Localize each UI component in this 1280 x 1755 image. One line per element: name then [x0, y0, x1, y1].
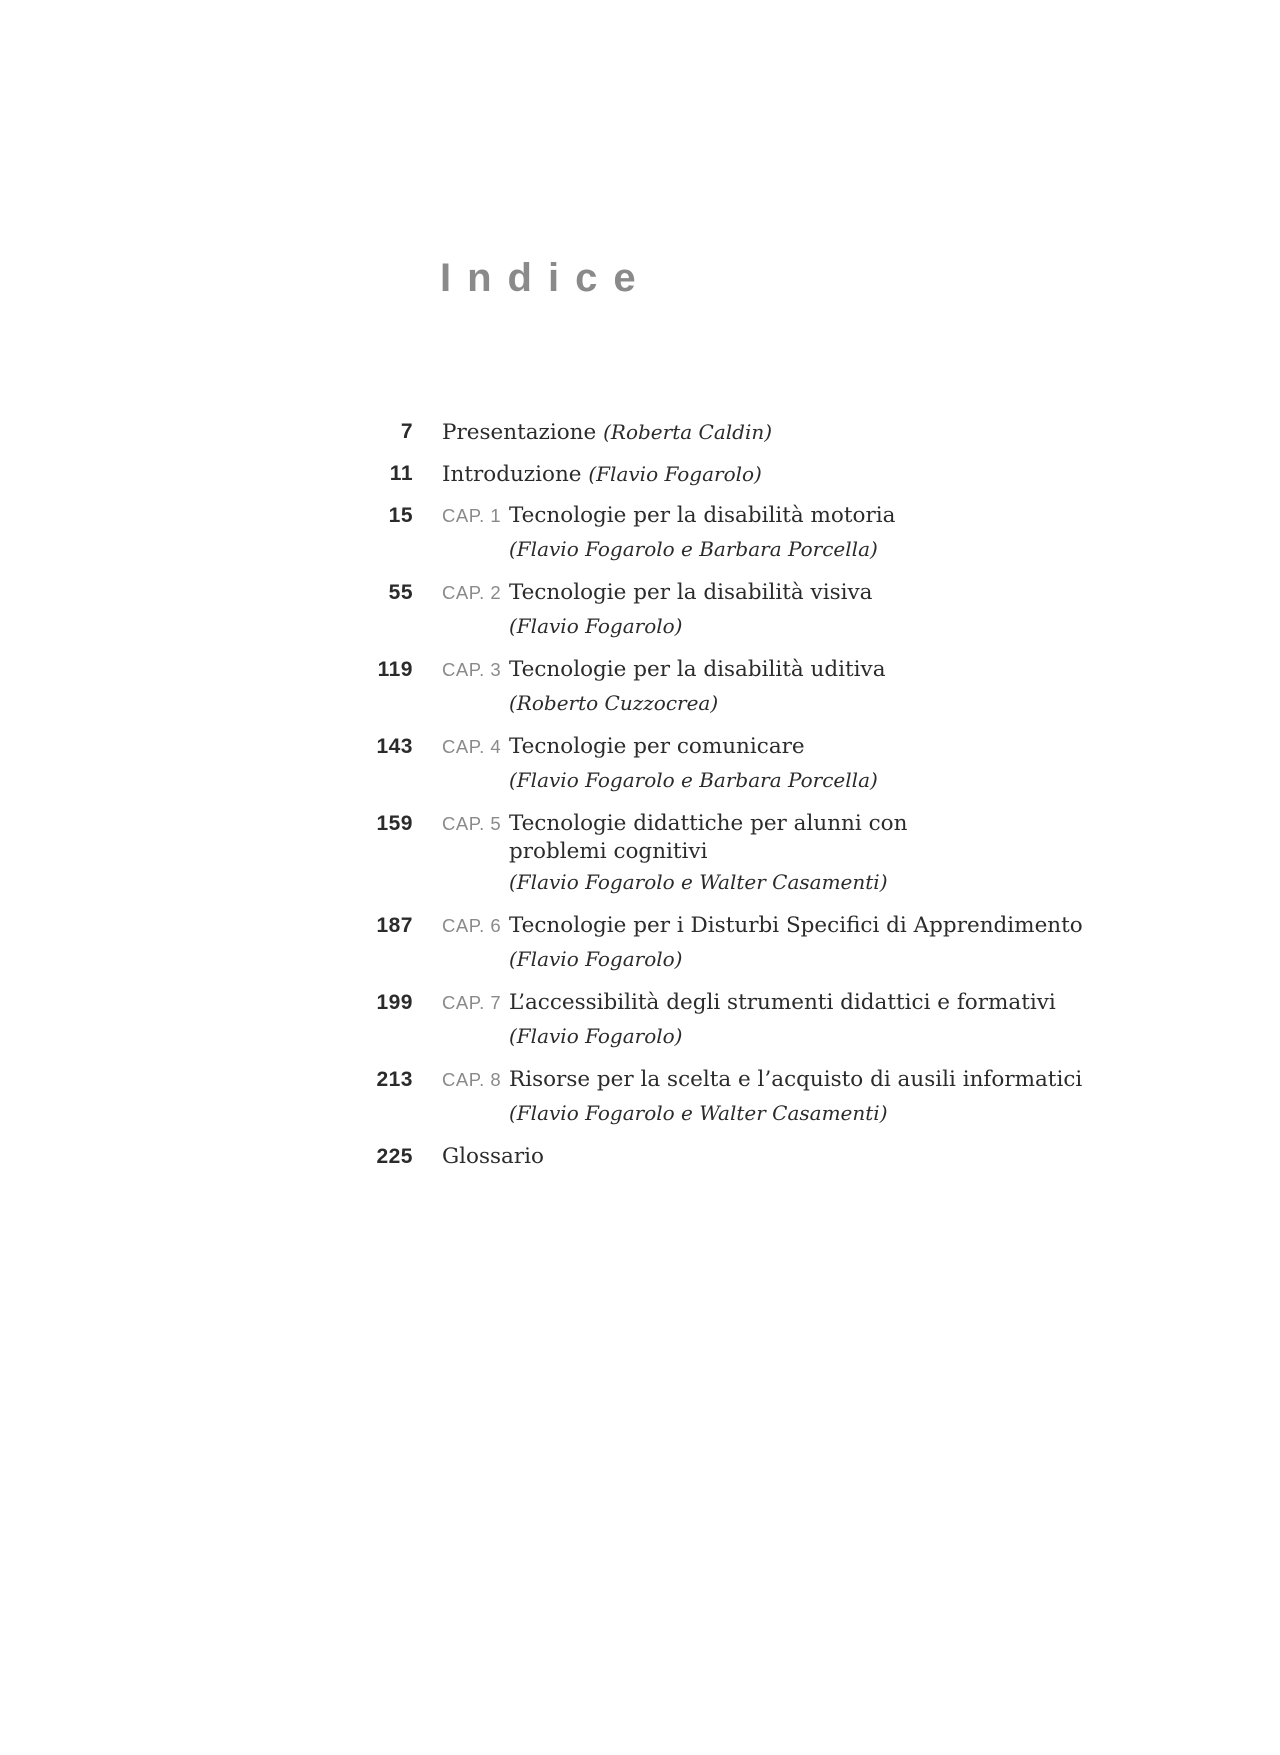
toc-page-number: 187	[376, 914, 413, 937]
toc-entry-author: (Flavio Fogarolo)	[509, 1024, 683, 1048]
toc-entry-author: (Flavio Fogarolo e Walter Casamenti)	[509, 1101, 888, 1125]
toc-entry-title: Tecnologie per la disabilità motoria	[509, 503, 896, 528]
toc-page-number: 7	[400, 420, 413, 443]
toc-page-number: 159	[376, 812, 413, 835]
chapter-label: CAP. 1	[442, 505, 502, 526]
toc-entry-title: L’accessibilità degli strumenti didattici e formativi	[509, 990, 1056, 1015]
toc-entry-chapter-8[interactable]	[355, 1063, 1083, 1140]
toc-entry-chapter-4[interactable]	[355, 730, 1075, 807]
chapter-label: CAP. 8	[442, 1069, 502, 1090]
page-title: Indice	[440, 256, 652, 300]
toc-entry-author: (Roberto Cuzzocrea)	[509, 691, 719, 715]
toc-entry-chapter-7[interactable]	[355, 986, 1075, 1063]
toc-entry-chapter-2[interactable]	[355, 576, 1075, 653]
toc-entry-title: Tecnologie didattiche per alunni con problemi cognitivi	[509, 811, 908, 864]
toc-entry-chapter-1[interactable]	[355, 499, 1075, 576]
chapter-label: CAP. 7	[442, 992, 502, 1013]
toc-entry-title: Glossario	[442, 1144, 544, 1169]
toc-entry-title: Tecnologie per comunicare	[509, 734, 805, 759]
toc-entry-title: Tecnologie per la disabilità visiva	[509, 580, 873, 605]
toc-entry-author: (Flavio Fogarolo e Barbara Porcella)	[509, 537, 878, 561]
chapter-label: CAP. 3	[442, 659, 502, 680]
toc-entry-title: Introduzione	[442, 462, 582, 487]
toc-page-number: 213	[376, 1068, 413, 1091]
toc-entry-chapter-6[interactable]	[355, 909, 1083, 986]
toc-entry-author: (Flavio Fogarolo)	[588, 462, 762, 486]
table-of-contents	[355, 415, 1083, 1182]
toc-entry-title: Presentazione	[442, 420, 597, 445]
chapter-label: CAP. 4	[442, 736, 502, 757]
toc-page-number: 225	[376, 1145, 413, 1168]
toc-entry-introduzione[interactable]	[355, 457, 1075, 499]
toc-entry-presentazione[interactable]	[355, 415, 1075, 457]
toc-entry-author: (Roberta Caldin)	[603, 420, 773, 444]
toc-entry-title: Risorse per la scelta e l’acquisto di ausili informatici	[509, 1067, 1083, 1092]
toc-entry-author: (Flavio Fogarolo)	[509, 947, 683, 971]
toc-page-number: 199	[376, 991, 413, 1014]
toc-page-number: 15	[388, 504, 413, 527]
toc-entry-author: (Flavio Fogarolo e Barbara Porcella)	[509, 768, 878, 792]
toc-entry-title: Tecnologie per la disabilità uditiva	[509, 657, 886, 682]
toc-page-number: 11	[389, 462, 413, 485]
toc-page-number: 143	[376, 735, 413, 758]
toc-entry-title: Tecnologie per i Disturbi Specifici di Apprendimento	[509, 913, 1083, 938]
toc-entry-author: (Flavio Fogarolo e Walter Casamenti)	[509, 870, 888, 894]
toc-entry-chapter-3[interactable]	[355, 653, 1075, 730]
toc-page-number: 55	[388, 581, 413, 604]
chapter-label: CAP. 2	[442, 582, 502, 603]
toc-entry-glossario[interactable]	[355, 1140, 1075, 1182]
chapter-label: CAP. 5	[442, 813, 502, 834]
toc-entry-author: (Flavio Fogarolo)	[509, 614, 683, 638]
toc-page-number: 119	[377, 658, 413, 681]
chapter-label: CAP. 6	[442, 915, 502, 936]
toc-entry-chapter-5[interactable]	[355, 807, 1075, 909]
